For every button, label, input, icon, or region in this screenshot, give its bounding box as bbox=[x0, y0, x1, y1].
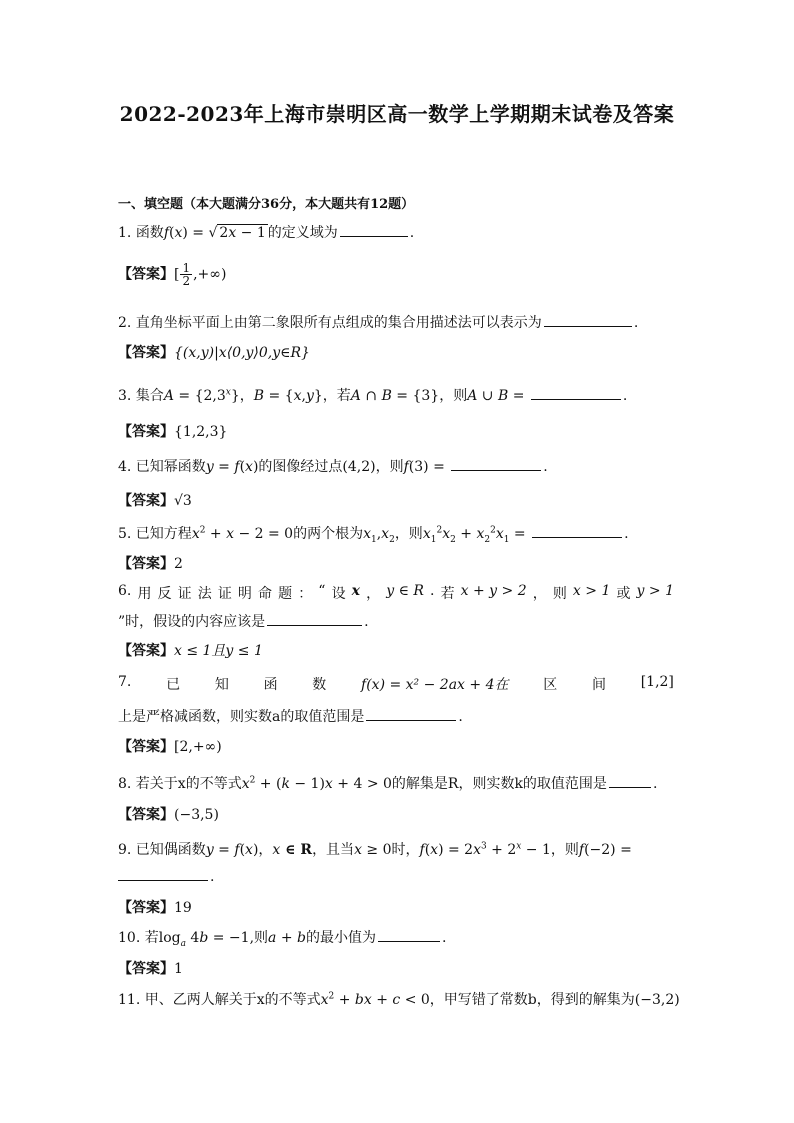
answer-3: 【答案】{1,2,3} bbox=[118, 424, 228, 440]
question-1: 1. 函数f(x) = √ 2x − 1 的定义域为 . bbox=[118, 225, 415, 241]
answer-blank bbox=[118, 868, 208, 881]
question-6-line-2: ”时，假设的内容应该是 . bbox=[118, 614, 369, 630]
answer-blank bbox=[532, 525, 622, 538]
answer-7: 【答案】[2,+∞) bbox=[118, 739, 222, 755]
answer-blank bbox=[378, 929, 440, 942]
question-5: 5. 已知方程$x^2 + x - 2 = 0$的两个根为$x_1,x_2$，则$x_1^2x_2 + x_2^2x_1$ = . bbox=[118, 525, 629, 545]
answer-8: 【答案】(−3,5) bbox=[118, 807, 219, 823]
answer-blank bbox=[340, 224, 408, 237]
question-7-line-2: 上是严格减函数，则实数a的取值范围是 . bbox=[118, 709, 463, 725]
answer-blank bbox=[451, 458, 541, 471]
answer-10: 【答案】1 bbox=[118, 961, 183, 977]
answer-9: 【答案】19 bbox=[118, 900, 192, 916]
question-9-line-1: 9. 已知偶函数y = f(x)，x ∈ R，且当x ≥ 0时，$f(x) = 2x^3 + 2^x - 1$，则f(−2) = bbox=[118, 841, 632, 858]
answer-blank bbox=[531, 387, 621, 400]
answer-1: 【答案】[ $\frac{1}{2}$ ,+∞) bbox=[118, 261, 227, 288]
answer-blank bbox=[267, 613, 362, 626]
answer-blank bbox=[609, 775, 651, 788]
question-8: 8. 若关于x的不等式$x^2 + (k - 1)x + 4 > 0$的解集是R，则实数k的取值范围是 . bbox=[118, 775, 658, 792]
question-2: 2. 直角坐标平面上由第二象限所有点组成的集合用描述法可以表示为 . bbox=[118, 315, 639, 331]
question-4: 4. 已知幂函数y = f(x)的图像经过点(4,2)，则f(3) = . bbox=[118, 459, 548, 475]
answer-4: 【答案】√3 bbox=[118, 493, 192, 509]
answer-2: 【答案】{(x,y)|x⟨0,y⟩0,y∈R} bbox=[118, 345, 310, 361]
question-3: 3. 集合$A = \{2,3^x\}$，B = {x,y}，若A ∩ B = {3}，则A ∪ B = . bbox=[118, 387, 628, 404]
section-heading: 一、填空题（本大题满分36分，本大题共有12题） bbox=[118, 197, 415, 212]
question-9-line-2: . bbox=[118, 868, 214, 885]
page-title: 2022-2023年上海市崇明区高一数学上学期期末试卷及答案 bbox=[119, 102, 675, 126]
question-7-line-1: 7. 已 知 函 数 f(x) = x² − 2ax + 4在 区 间 [1,2] bbox=[118, 674, 674, 693]
answer-6: 【答案】x ≤ 1且y ≤ 1 bbox=[118, 643, 263, 659]
question-6-line-1: 6. 用 反 证 法 证 明 命 题 ： “ 设 x ， y ∈ R . 若 x + y > 2 ， 则 x > 1 或 y > 1 bbox=[118, 583, 674, 602]
answer-blank bbox=[366, 708, 456, 721]
answer-blank bbox=[544, 314, 632, 327]
answer-5: 【答案】2 bbox=[118, 556, 183, 572]
question-10: 10. 若$\log_a 4b = -1$,则a + b的最小值为 . bbox=[118, 930, 447, 949]
question-11: 11. 甲、乙两人解关于x的不等式$x^2$ + bx + c < 0，甲写错了常数b，得到的解集为(−3,2) bbox=[118, 991, 680, 1008]
